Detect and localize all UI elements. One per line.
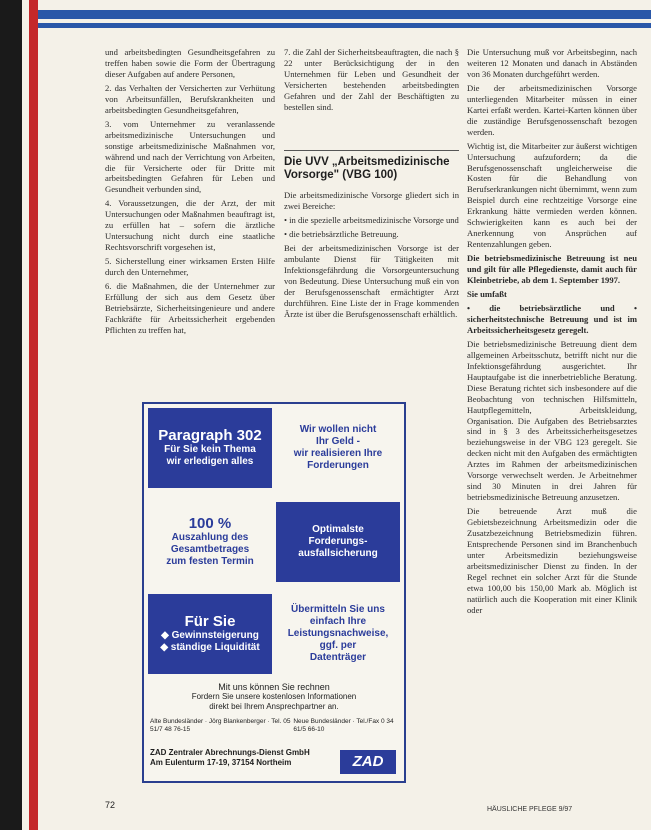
ad-text: ausfallsicherung: [298, 548, 378, 559]
text-column-2-top: [284, 47, 459, 116]
ad-box-forderungen: [276, 408, 400, 488]
paragraph: und arbeitsbedingten Gesundheitsgefahren zu treffen haben sowie die Form der Übertragung dieser Aufgaben auf andere Personen,: [105, 47, 275, 79]
contact-east: Neue Bundesländer · Tel./Fax 0 34 61/5 66-10: [293, 718, 394, 733]
ad-text: Ihr Geld -: [316, 436, 360, 447]
ad-box-paragraph-302: [148, 408, 272, 488]
ad-row-1: [148, 408, 400, 488]
issue-footer: HÄUSLICHE PFLEGE 9/97: [487, 806, 573, 813]
paragraph: 4. Voraussetzungen, die der Arzt, der mit Untersuchungen oder Maßnahmen beauftragt ist, zu erfüllen hat – sofern die ärztliche Untersuchung nicht durch eine staatliche Rechtsvorschrift vorgesehen ist,: [105, 198, 275, 253]
company-address: Am Eulenturm 17-19, 37154 Northeim: [150, 758, 292, 767]
text-column-3: [467, 47, 637, 619]
text-column-2-bottom: [284, 190, 459, 322]
paragraph: 2. das Verhalten der Versicherten zur Verhütung von Arbeitsunfällen, Berufskrankheiten und arbeitsbedingten Gesundheitsgefahren,: [105, 82, 275, 115]
ad-text: wir erledigen alles: [166, 456, 254, 467]
text-column-1: [105, 47, 275, 339]
ad-row-2: [148, 502, 400, 582]
paragraph: Die der arbeitsmedizinischen Vorsorge unterliegenden Mitarbeiter müssen in einer Kartei erfaßt werden. Kartei-Karten können über die zuständige Berufsgenossenschaft bezogen werden.: [467, 82, 637, 137]
paragraph: 6. die Maßnahmen, die der Unternehmer zur Erfüllung der sich aus dem Gesetz über Betriebsärzte, Sicherheitsingenieure und andere Fachkräfte für Arbeitssicherheit ergebenden Pflichten zu treffen hat,: [105, 281, 275, 335]
paragraph: 3. vom Unternehmer zu veranlassende arbeitsmedizinische Untersuchungen und sonstige arbeitsmedizinische Maßnahmen vor, während und nach der Verrichtung von Arbeiten, die für Versicherte oder für Dritte mit arbeitsbedingten Gefahren für Leben und Gesundheit verbunden sind,: [105, 118, 275, 195]
ad-text: Datenträger: [309, 652, 367, 663]
paragraph: Wichtig ist, die Mitarbeiter zur äußerst wichtigen Untersuchung aufzufordern; da die Berufsgenossenschaft ungleicherweise die Kosten für die Behandlung von Berufserkrankungen nicht übernimmt, wenn zum Beispiel durch eine rechtzeitige Vorsorge eine Erkrankung hätte vermieden werden können. Schwierigkeiten kann es auch bei der Anerkennung von Ansprüchen auf Rentenzahlungen geben.: [467, 140, 637, 250]
highlight-paragraph: Die betriebsmedizinische Betreuung ist neu und gilt für alle Pflegedienste, damit auch für Kleinbetriebe, ab dem 1. September 1997.: [467, 253, 637, 286]
bullet-item: • die betriebsärztliche Betreuung.: [284, 228, 399, 239]
page-number: 72: [105, 800, 116, 810]
ad-text: Wir wollen nicht: [299, 424, 377, 435]
bullet-item: • in die spezielle arbeitsmedizinische Vorsorge und: [284, 214, 459, 225]
company-name: ZAD Zentraler Abrechnungs-Dienst GmbH: [150, 748, 310, 757]
highlight-paragraph: Sie umfaßt: [467, 289, 507, 300]
ad-text: Forderungen: [307, 460, 369, 471]
ad-box-ausfallsicherung: [276, 502, 400, 582]
ad-text: Für Sie kein Thema: [164, 444, 256, 455]
paragraph: Die betreuende Arzt muß die Gebietsbezeichnung Arbeitsmedizin oder die Zusatzbezeichnung Betriebsmedizin führen. Entsprechende Personen sind im Branchenbuch unter Arbeitsmedizin beziehungsweise arbeitsmedizinischer Dienst zu finden. In der Regel rechnet ein solcher Arzt für die Stunde etwa 100,00 bis 150,00 Mark ab. Möglich ist natürlich auch die Kooperation mit einer Klinik oder: [467, 506, 637, 615]
header-blue-bar-thin: [38, 23, 651, 28]
ad-contact-block: [150, 682, 398, 734]
highlight-paragraph: • die betriebsärztliche und • sicherheitstechnische Betreuung und ist im Arbeitssicherheitsgesetz geregelt.: [467, 302, 637, 335]
ad-text: wir realisieren Ihre: [293, 448, 383, 459]
red-margin-stripe: [29, 0, 38, 830]
paragraph: 7. die Zahl der Sicherheitsbeauftragten, die nach § 22 unter Berücksichtigung der in den Unternehmen für Leben und Gesundheit der Versicherten bestehenden arbeitsbedingten Gefahren und der Zahl der Beschäftigten zu bestellen sind.: [284, 47, 459, 112]
section-divider: [284, 150, 459, 151]
ad-text: einfach Ihre: [309, 616, 367, 627]
ad-text: ◆ Gewinnsteigerung: [161, 630, 259, 641]
header-blue-bar: [38, 10, 651, 19]
paragraph: 5. Sicherstellung einer wirksamen Ersten Hilfe durch den Unternehmer,: [105, 256, 275, 278]
ad-text: Auszahlung des: [171, 532, 249, 543]
paragraph: Die arbeitsmedizinische Vorsorge gliedert sich in zwei Bereiche:: [284, 190, 459, 211]
ad-text: Forderungs-: [308, 536, 368, 547]
contact-west: Alte Bundesländer · Jörg Blankenberger · Tel. 05 51/7 48 76-15: [150, 718, 291, 733]
zad-advertisement: [142, 402, 406, 783]
ad-headline: 100 %: [188, 515, 232, 532]
section-heading: Die UVV „Arbeitsmedizinische Vorsorge" (VBG 100): [284, 156, 450, 181]
ad-box-100-percent: [148, 502, 272, 582]
ad-text: direkt bei Ihrem Ansprechpartner an.: [209, 702, 339, 711]
paragraph: Bei der arbeitsmedizinischen Vorsorge ist der ambulante Dienst für Tätigkeiten mit Infektionsgefährdung die Vorsorgeuntersuchung von Bedeutung. Diese Untersuchung muß ein von der Berufsgenossenschaft ermächtigter Arzt durchführen. Eine Liste der in Frage kommenden Ärzte ist über die Berufsgenossenschaft erhältlich.: [284, 242, 459, 319]
ad-text: ◆ ständige Liquidität: [160, 642, 260, 653]
ad-text: Optimalste: [312, 524, 364, 535]
ad-text: zum festen Termin: [166, 556, 254, 567]
ad-box-datentraeger: [276, 594, 400, 674]
ad-text: Fordern Sie unsere kostenlosen Informationen: [191, 692, 357, 701]
paragraph: Die betriebsmedizinische Betreuung dient dem allgemeinen Arbeitsschutz, betrifft nicht nur die Infektionsgefährdung ausgerichtet. Ihr Hauptaufgabe ist die innerbetriebliche Beratung. Diese Beratung richtet sich insbesondere auf die Beobachtung von technischen Hilfsmitteln, Hautpflegemitteln, Arbeitskleidung, Organisation. Die Aufgaben des Betriebsarztes sind in § 3 des Arbeitssicherheitsgesetzes beziehungsweise in der VBG 123 geregelt. Sie decken nicht mit den Aufgaben des ermächtigten Arztes im Rahmen der arbeitsmedizinischen Vorsorge verwechselt werden. Je Arbeitnehmer sind 30 Minuten in drei Jahren für betriebsmedizinische Betreuung anzusetzen.: [467, 338, 637, 503]
ad-contacts: [150, 718, 398, 734]
ad-row-3: [148, 594, 400, 674]
zad-logo: ZAD: [340, 750, 396, 774]
ad-text: Übermitteln Sie uns: [291, 604, 385, 615]
paragraph: Die Untersuchung muß vor Arbeitsbeginn, nach weiteren 12 Monaten und danach in Abständen von 36 Monaten durchgeführt werden.: [467, 47, 637, 79]
ad-headline: Für Sie: [184, 613, 236, 630]
ad-slogan: Mit uns können Sie rechnen: [218, 682, 330, 692]
ad-headline: Paragraph 302: [158, 427, 262, 444]
ad-text: ggf. per: [319, 640, 357, 651]
ad-box-fuer-sie: [148, 594, 272, 674]
ad-text: Leistungsnachweise,: [287, 628, 389, 639]
ad-text: Gesamtbetrages: [170, 544, 250, 555]
